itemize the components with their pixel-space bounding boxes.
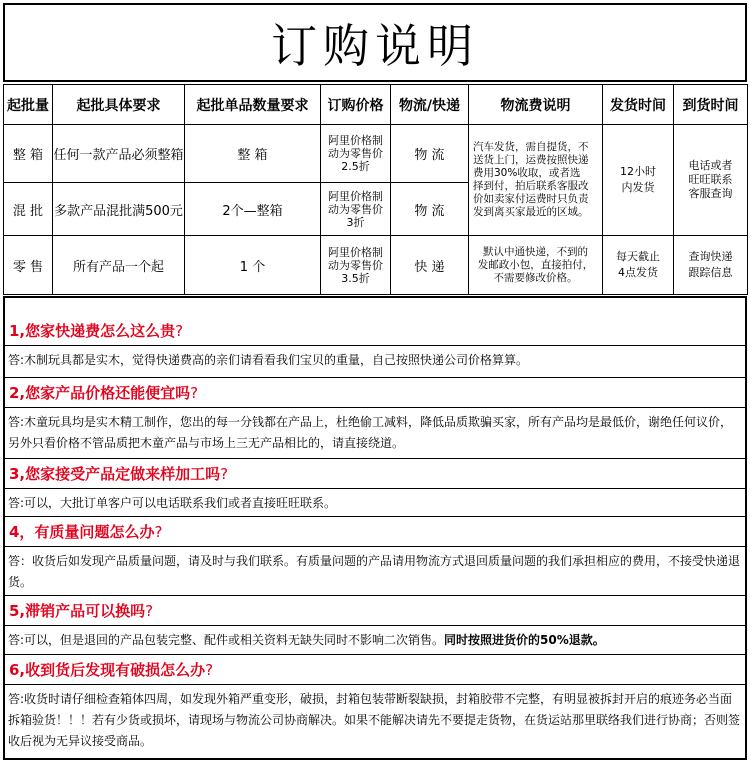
price-line: 阿里价格制 <box>328 189 383 203</box>
ship-line: 每天截止 <box>616 250 660 263</box>
question-mark: ? <box>154 523 163 541</box>
fee-line: 发到离买家最近的区域。 <box>473 206 589 218</box>
faq-answer: 答:木制玩具都是实木，觉得快递费高的亲们请看看我们宝贝的重量，自己按照快递公司价格算算。 <box>8 353 529 367</box>
faq-question <box>5 459 745 489</box>
question-mark: ? <box>175 322 184 340</box>
price-line: 阿里价格制 <box>328 245 383 259</box>
fee-line: 送货上门，运费按照快递 <box>473 154 589 166</box>
ship-line: 内发货 <box>621 181 655 194</box>
faq-section <box>3 296 747 760</box>
price-cell <box>321 183 391 236</box>
ship-cell <box>603 236 674 295</box>
qty-cell: 1 个 <box>185 236 321 295</box>
arrive-cell <box>674 125 748 236</box>
header-cell: 物流/快递 <box>391 85 469 125</box>
question-mark: ? <box>205 661 214 679</box>
table-row <box>4 236 748 295</box>
ship-line: 12小时 <box>620 165 656 178</box>
ship-cell <box>603 125 674 236</box>
faq-item <box>5 458 745 514</box>
price-line: 3.5折 <box>341 271 370 285</box>
price-line: 3折 <box>346 215 365 229</box>
arrive-line: 电话或者 <box>688 159 733 172</box>
batch-cell: 整 箱 <box>4 125 53 183</box>
question-mark: ? <box>190 384 199 402</box>
faq-item <box>5 316 745 371</box>
header-cell: 起批单品数量要求 <box>185 85 321 125</box>
qty-cell: 2个—整箱 <box>185 183 321 236</box>
faq-question <box>5 316 745 346</box>
order-table <box>3 84 748 295</box>
price-line: 动为零售价 <box>328 258 383 272</box>
faq-question <box>5 378 745 408</box>
fee-line: 价如卖家付运费时只负责 <box>473 193 589 205</box>
faq-answer: 答:可以，大批订单客户可以电话联系我们或者直接旺旺联系。 <box>8 496 337 510</box>
faq-question-text: 6,收到货后发现有破损怎么办 <box>9 661 206 679</box>
logistics-cell: 物 流 <box>391 125 469 183</box>
faq-question-text: 5,滞销产品可以换吗 <box>9 602 146 620</box>
title-banner <box>3 3 747 82</box>
faq-answer-text: 答:可以，但是退回的产品包装完整、配件或相关资料无缺失同时不影响二次销售。 <box>8 633 445 647</box>
question-mark: ? <box>220 465 229 483</box>
qty-cell: 整 箱 <box>185 125 321 183</box>
faq-question-text: 2,您家产品价格还能便宜吗 <box>9 384 191 402</box>
faq-item <box>5 595 745 651</box>
faq-question <box>5 596 745 626</box>
faq-item <box>5 516 745 593</box>
arrive-line: 客服查询 <box>688 187 733 200</box>
faq-answer: 答:木童玩具均是实木精工制作，您出的每一分钱都在产品上，杜绝偷工减料，降低品质欺骗买家，所有产品均是最低价，谢绝任何议价，另外只看价格不管品质把木童产品与市场上三无产品相比的，请直接绕道。 <box>8 415 733 450</box>
price-line: 阿里价格制 <box>328 134 383 147</box>
arrive-cell <box>674 236 748 295</box>
fee-cell <box>469 236 603 295</box>
price-cell <box>321 125 391 183</box>
price-line: 动为零售价 <box>328 202 383 216</box>
requirement-cell: 任何一款产品必须整箱 <box>53 125 185 183</box>
table-row <box>4 125 748 183</box>
arrive-line: 跟踪信息 <box>688 266 733 279</box>
price-cell <box>321 236 391 295</box>
faq-question-text: 1,您家快递费怎么这么贵 <box>9 322 176 340</box>
page-title: 订购说明 <box>271 18 479 73</box>
requirement-cell: 所有产品一个起 <box>53 236 185 295</box>
price-line: 2.5折 <box>341 160 370 173</box>
header-cell: 到货时间 <box>674 85 748 125</box>
faq-question <box>5 655 745 685</box>
header-cell: 物流费说明 <box>469 85 603 125</box>
fee-line: 汽车发货，需自提货，不 <box>473 141 589 153</box>
header-cell: 起批具体要求 <box>53 85 185 125</box>
faq-answer: 答：收货后如发现产品质量问题，请及时与我们联系。有质量问题的产品请用物流方式退回质量问题的我们承担相应的费用，不接受快递退货。 <box>8 554 741 589</box>
logistics-cell: 快 递 <box>391 236 469 295</box>
fee-line: 默认中通快递，不到的 <box>483 245 588 258</box>
arrive-line: 查询快递 <box>688 250 733 263</box>
requirement-cell: 多款产品混批满500元 <box>53 183 185 236</box>
faq-answer: 答:收货时请仔细检查箱体四周，如发现外箱严重变形，破损，封箱包装带断裂缺损，封箱胶带不完整，有明显被拆封开启的痕迹务必当面拆箱验货！！！若有少货或损坏，请现场与物流公司协商解决。如果不能解决请先不要提走货物，在货运站那里联络我们进行协商；否则签收后视为无异议接受商品。 <box>8 692 741 748</box>
question-mark: ? <box>145 602 154 620</box>
header-cell: 订购价格 <box>321 85 391 125</box>
faq-item <box>5 377 745 454</box>
header-cell: 起批量 <box>4 85 53 125</box>
fee-line: 发邮政小包，直接拍付， <box>477 258 594 271</box>
faq-answer <box>5 626 745 651</box>
price-line: 动为零售价 <box>328 147 383 160</box>
faq-question <box>5 517 745 547</box>
batch-cell: 混 批 <box>4 183 53 236</box>
fee-cell <box>469 125 603 236</box>
fee-line: 择到付，拍后联系客服改 <box>473 180 589 192</box>
fee-line: 不需要修改价格。 <box>493 271 578 284</box>
table-header-row <box>4 85 748 125</box>
header-cell: 发货时间 <box>603 85 674 125</box>
batch-cell: 零 售 <box>4 236 53 295</box>
faq-item <box>5 654 745 752</box>
faq-question-text: 3,您家接受产品定做来样加工吗 <box>9 465 221 483</box>
faq-answer-emphasis: 同时按照进货价的50%退款。 <box>444 633 605 647</box>
fee-line: 费用30%收取，或者选 <box>473 167 581 179</box>
arrive-line: 旺旺联系 <box>688 173 733 186</box>
faq-question-text: 4，有质量问题怎么办 <box>9 523 155 541</box>
logistics-cell: 物 流 <box>391 183 469 236</box>
ship-line: 4点发货 <box>618 266 658 279</box>
